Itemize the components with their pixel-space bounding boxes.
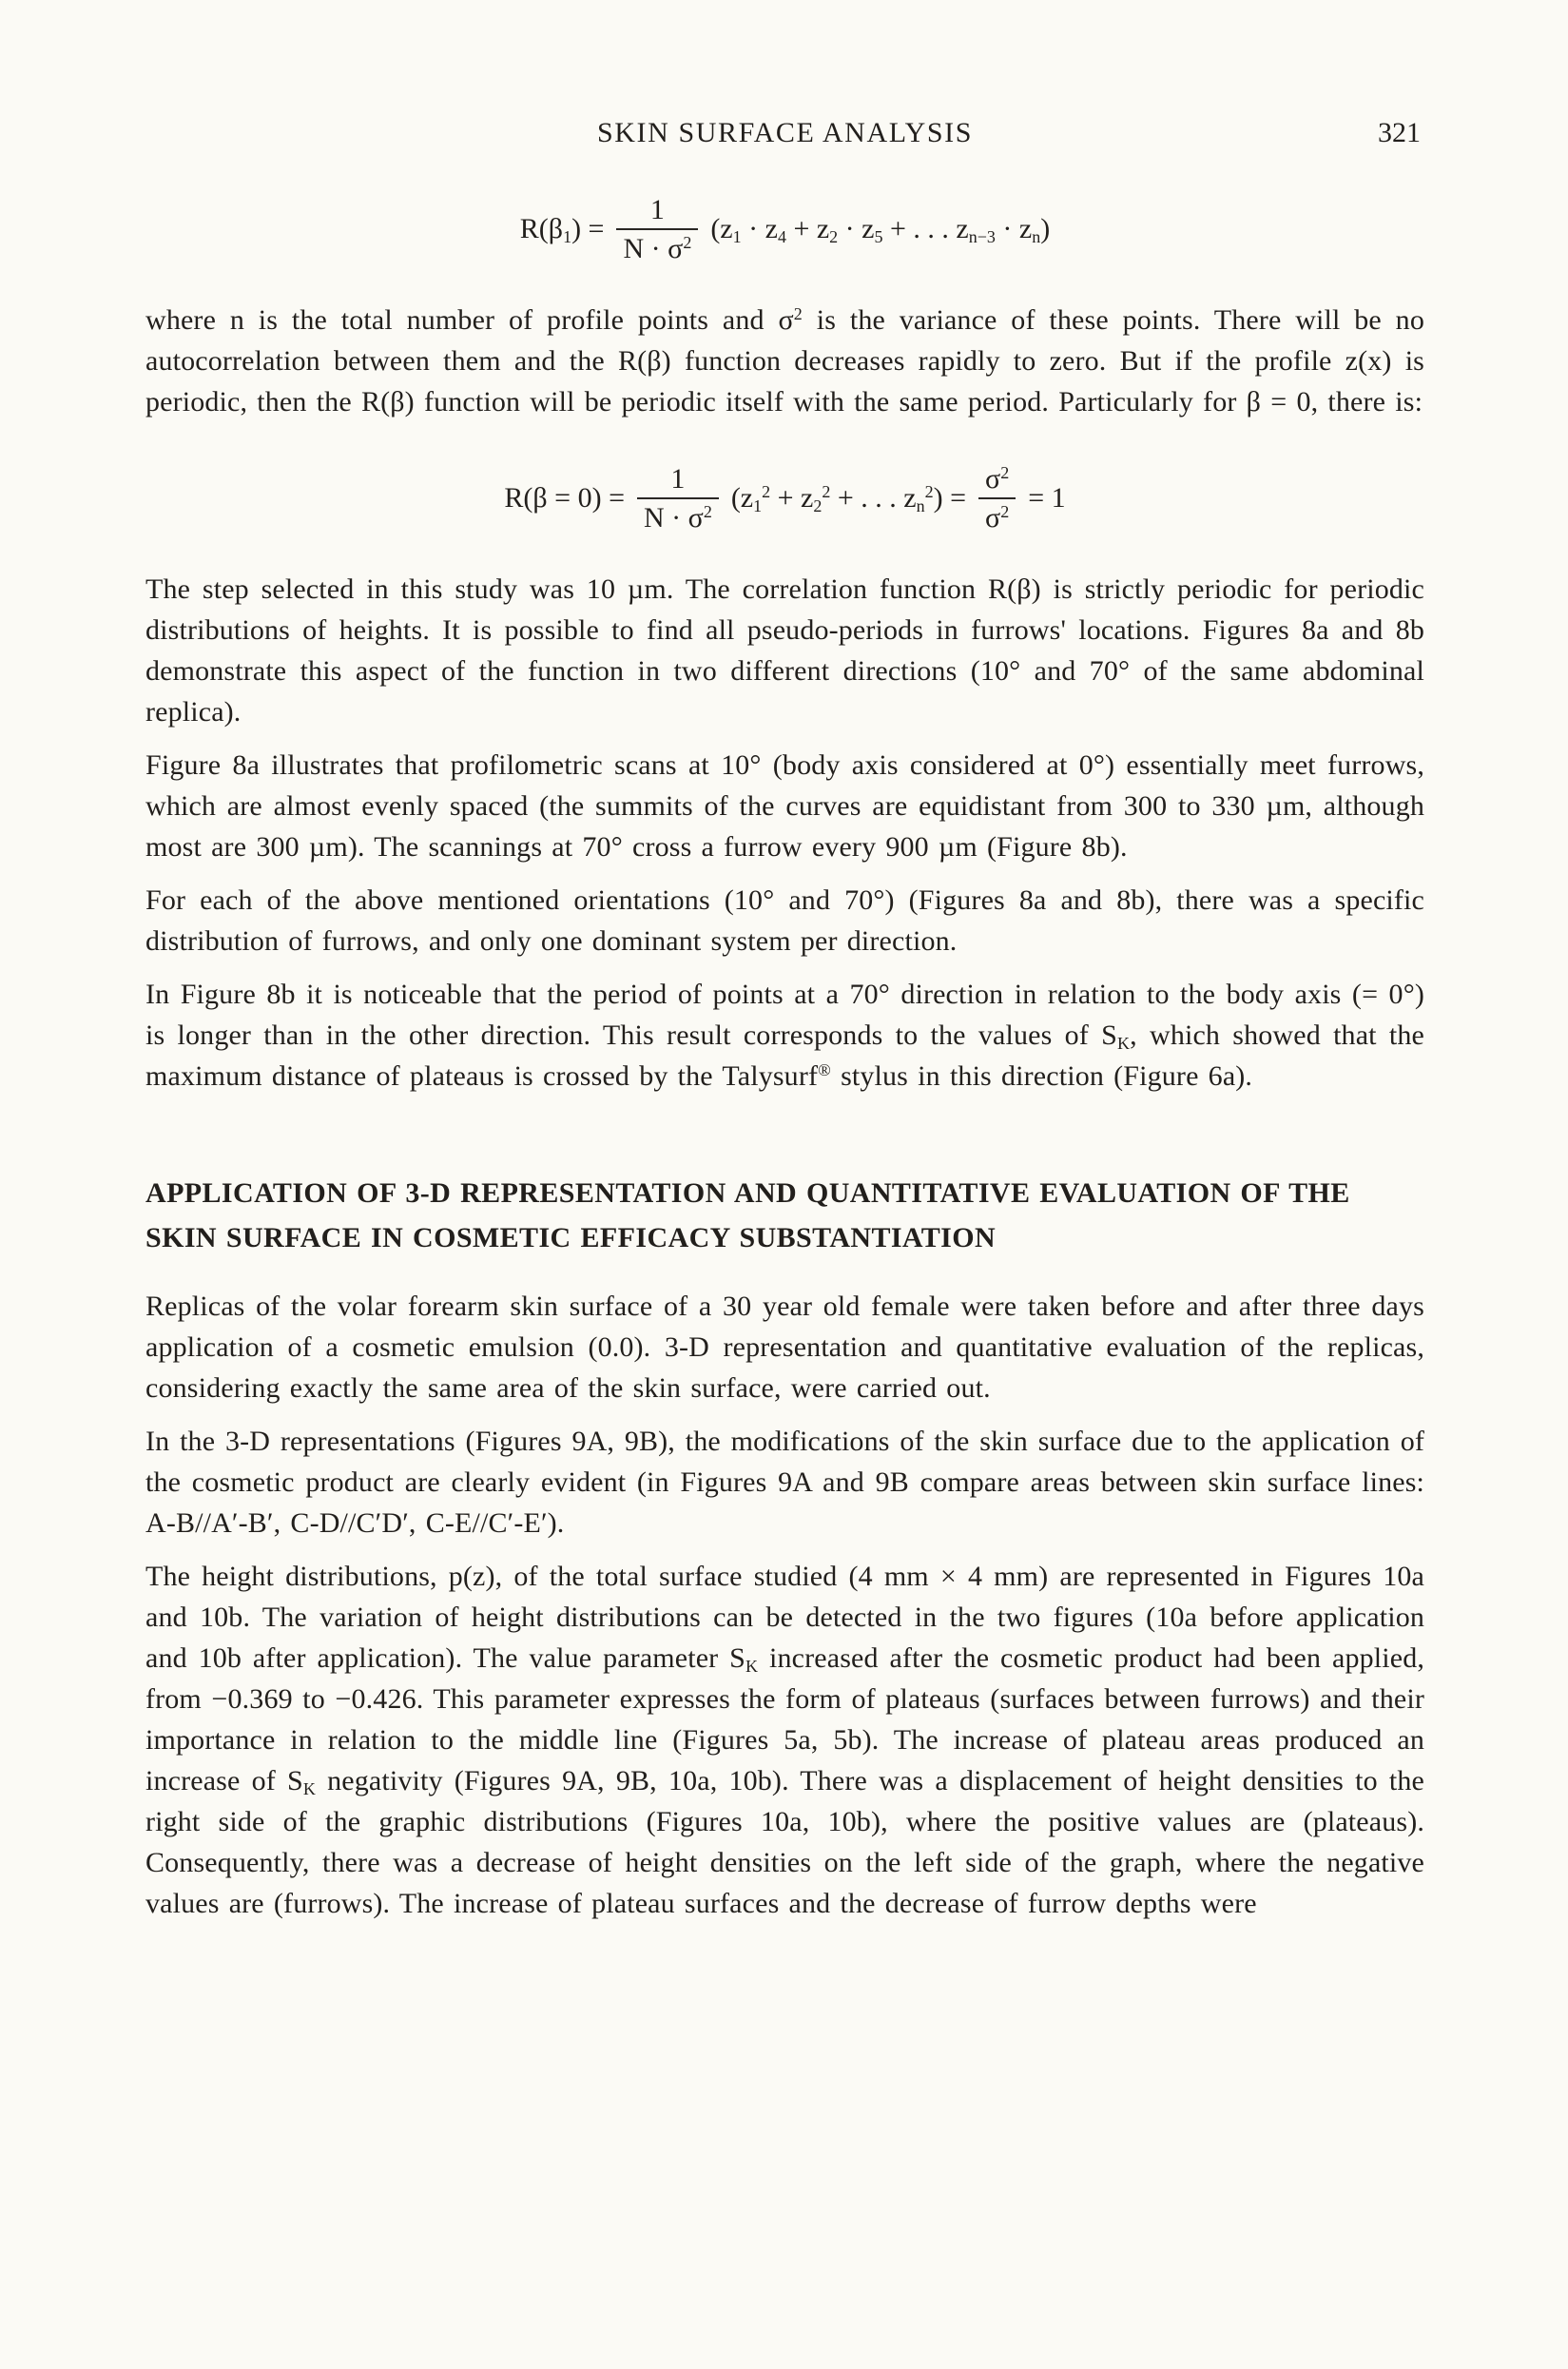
equation1-lhs: $R(\beta_1)$ = xyxy=(519,212,605,246)
equation1-fraction xyxy=(616,194,698,264)
paragraph-figure8a: Figure 8a illustrates that profilometric scans at 10° (body axis considered at 0°) essentially meet furrows, which are almost evenly spaced (the summits of the curves are equidistant from 300 to 330 µm, although most are 300 µm). The scannings at 70° cross a furrow every 900 µm (Figure 8b). xyxy=(145,749,1424,864)
equation2-fraction1-numerator: 1 xyxy=(670,463,686,495)
equation1-fraction-denominator: $N \cdot \sigma^2$ xyxy=(616,228,698,265)
page-header xyxy=(145,112,1424,153)
paragraph-orientations: For each of the above mentioned orientations (10° and 70°) (Figures 8a and 8b), there was a specific distribution of furrows, and only one dominant system per direction. xyxy=(145,884,1424,958)
equation1-rhs: ($z_1 \cdot z_4 + z_2 \cdot z_5$ + . . . $z_{n-3} \cdot z_n$) xyxy=(710,212,1051,246)
running-head-title: SKIN SURFACE ANALYSIS xyxy=(596,117,974,148)
equation2-fraction2-numerator: $\sigma^2$ xyxy=(985,463,1010,495)
page-number: 321 xyxy=(1378,117,1421,148)
paragraph-variance: where n is the total number of profile points and $\sigma^2$ is the variance of these points. There will be no autocorrelation between them and the R(β) function decreases rapidly to zero. But if the profile z(x) is periodic, then the R(β) function will be periodic itself with the same period. Particularly for β = 0, there is: xyxy=(145,304,1424,418)
paragraph-heights: The height distributions, p(z), of the total surface studied (4 mm × 4 mm) are represented in Figures 10a and 10b. The variation of height distributions can be detected in the two figures (10a before application and 10b after application). The value parameter $S_K$ increased after the cosmetic product had been applied, from −0.369 to −0.426. This parameter expresses the form of plateaus (surfaces between furrows) and their importance in relation to the middle line (Figures 5a, 5b). The increase of plateau areas produced an increase of $S_K$ negativity (Figures 9A, 9B, 10a, 10b). There was a displacement of height densities to the right side of the graphic distributions (Figures 10a, 10b), where the positive values are (plateaus). Consequently, there was a decrease of height densities on the left side of the graph, where the negative values are (furrows). The increase of plateau surfaces and the decrease of furrow depths were xyxy=(145,1561,1424,1920)
equation1-fraction-numerator: 1 xyxy=(649,194,665,225)
paragraph-step: The step selected in this study was 10 µm. The correlation function R(β) is strictly periodic for periodic distributions of heights. It is possible to find all pseudo-periods in furrows' locations. Figures 8a and 8b demonstrate this aspect of the function in two different directions (10° and 70° of the same abdominal replica). xyxy=(145,573,1424,728)
section-heading: APPLICATION OF 3-D REPRESENTATION AND QUANTITATIVE EVALUATION OF THE SKIN SURFACE IN COSMETIC EFFICACY SUBSTANTIATION xyxy=(145,1177,1350,1254)
paragraph-figure8b: In Figure 8b it is noticeable that the period of points at a 70° direction in relation to the body axis (= 0°) is longer than in the other direction. This result corresponds to the values of $S_K$, which showed that the maximum distance of plateaus is crossed by the Talysurf® stylus in this direction (Figure 6a). xyxy=(145,979,1424,1093)
equation2-fraction-2 xyxy=(978,463,1016,534)
equation2-fraction2-denominator: $\sigma^2$ xyxy=(978,497,1016,534)
paragraph-replicas: Replicas of the volar forearm skin surface of a 30 year old female were taken before and after three days application of a cosmetic emulsion (0.0). 3-D representation and quantitative evaluation of the replicas, considering exactly the same area of the skin surface, were carried out. xyxy=(145,1291,1424,1405)
equation2-fraction1-denominator: $N \cdot \sigma^2$ xyxy=(637,497,719,534)
equation2-fraction-1 xyxy=(637,463,719,534)
paragraph-representations: In the 3-D representations (Figures 9A, 9B), the modifications of the skin surface due to the application of the cosmetic product are clearly evident (in Figures 9A and 9B compare areas between skin surface lines: A-B//A′-B′, C-D//C′D′, C-E//C′-E′). xyxy=(145,1426,1424,1540)
equation-beta-zero xyxy=(145,462,1424,533)
equation2-mid: ($z_1^2 + z_2^2$ + . . . $z_n^2$) = xyxy=(730,481,967,515)
equation2-lhs: R(β = 0) = xyxy=(504,481,625,514)
equation2-tail: = 1 xyxy=(1028,481,1066,514)
equation-autocorrelation xyxy=(145,193,1424,263)
